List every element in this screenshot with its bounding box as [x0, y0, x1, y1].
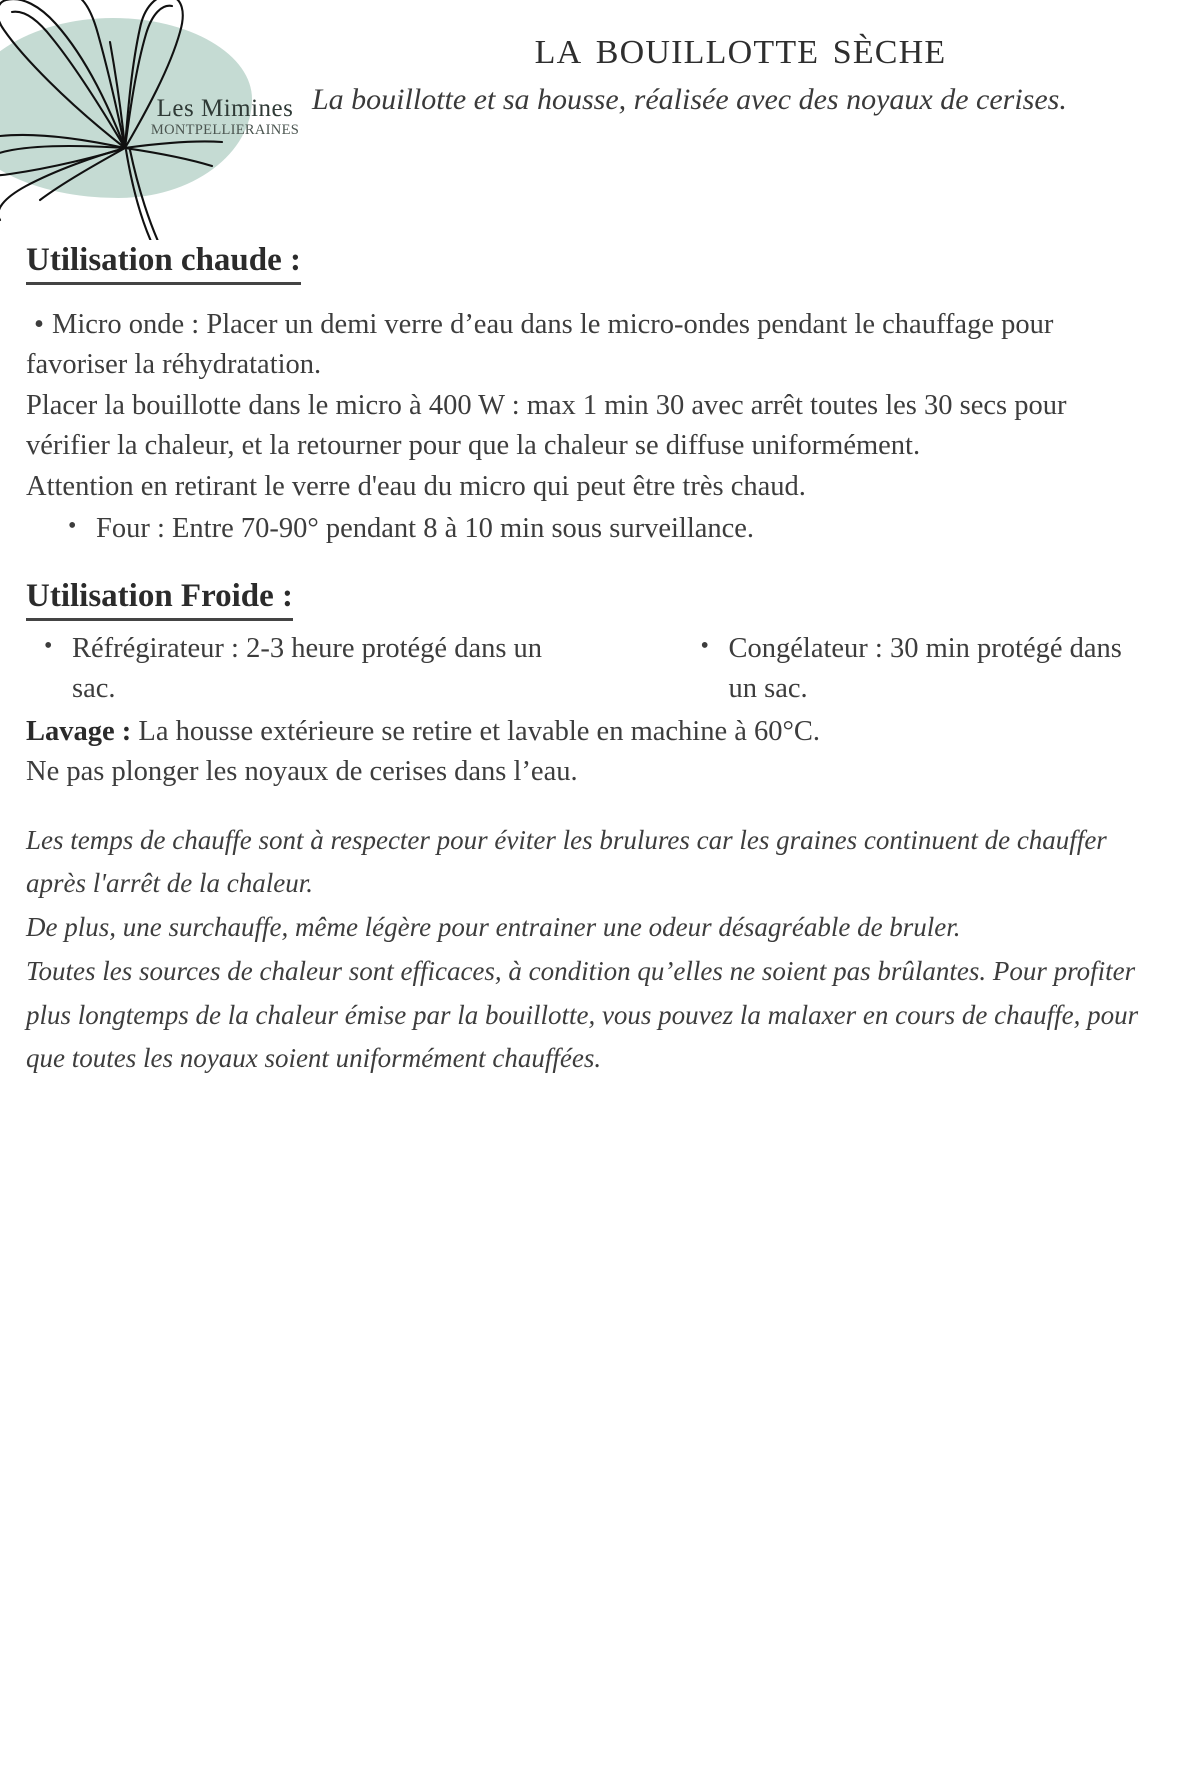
washing-label: Lavage :	[26, 715, 132, 747]
notes-section	[26, 819, 1155, 1081]
hot-use-section	[26, 232, 1155, 291]
oven-bullet: • Four : Entre 70-90° pendant 8 à 10 min sous surveillance.	[68, 509, 1155, 549]
microwave-bullet	[26, 305, 1155, 386]
washing-extra: Ne pas plonger les noyaux de cerises dans l’eau.	[26, 756, 578, 788]
brand-subtitle: MONTPELLIERAINES	[150, 122, 300, 139]
cold-use-columns	[26, 629, 1155, 710]
fridge-bullet: • Réfrégirateur : 2-3 heure protégé dans un sac.	[44, 629, 591, 710]
note-3: Toutes les sources de chaleur sont efficaces, à condition qu’elles ne soient pas brûlantes. Pour profiter plus longtemps de la chaleur émise par la bouillotte, vous pouvez la malaxer en cours de chauffe, pour que toutes les noyaux soient uniformément chauffées.	[26, 955, 1139, 1074]
document-header	[0, 0, 1181, 232]
cold-use-heading: Utilisation Froide :	[26, 578, 293, 621]
note-2: De plus, une surchauffe, même légère pour entrainer une odeur désagréable de bruler.	[26, 912, 961, 943]
microwave-bullet-text: Micro onde : Placer un demi verre d’eau dans le micro-ondes pendant le chauffage pour favoriser la réhydratation.	[26, 308, 1054, 381]
bullet-dot-icon: •	[34, 308, 44, 340]
brand-wordmark	[140, 96, 310, 138]
oven-list	[26, 509, 1155, 549]
freezer-bullet: • Congélateur : 30 min protégé dans un sac.	[701, 629, 1156, 710]
washing-line	[26, 712, 1155, 752]
brand-name: Les Mimines	[156, 95, 294, 122]
washing-text: La housse extérieure se retire et lavable en machine à 60°C.	[138, 715, 821, 747]
title-block	[312, 20, 1169, 120]
microwave-detail: Placer la bouillotte dans le micro à 400 W : max 1 min 30 avec arrêt toutes les 30 secs pour vérifier la chaleur, et la retourner pour que la chaleur se diffuse uniformément.	[26, 389, 1067, 462]
microwave-warning: Attention en retirant le verre d'eau du micro qui peut être très chaud.	[26, 470, 806, 502]
washing-section	[26, 712, 1155, 793]
document-body	[0, 232, 1181, 1081]
note-1: Les temps de chauffe sont à respecter pour éviter les brulures car les graines continuent de chauffer après l'arrêt de la chaleur.	[26, 824, 1107, 899]
cold-use-section	[26, 568, 1155, 627]
page-subtitle: La bouillotte et sa housse, réalisée avec des noyaux de cerises.	[312, 82, 1067, 116]
cold-use-column-left	[26, 629, 591, 710]
hot-use-heading: Utilisation chaude :	[26, 242, 301, 285]
brand-logo	[0, 0, 310, 232]
page-title: la bouillotte sèche	[534, 19, 947, 74]
cold-use-column-right	[591, 629, 1156, 710]
